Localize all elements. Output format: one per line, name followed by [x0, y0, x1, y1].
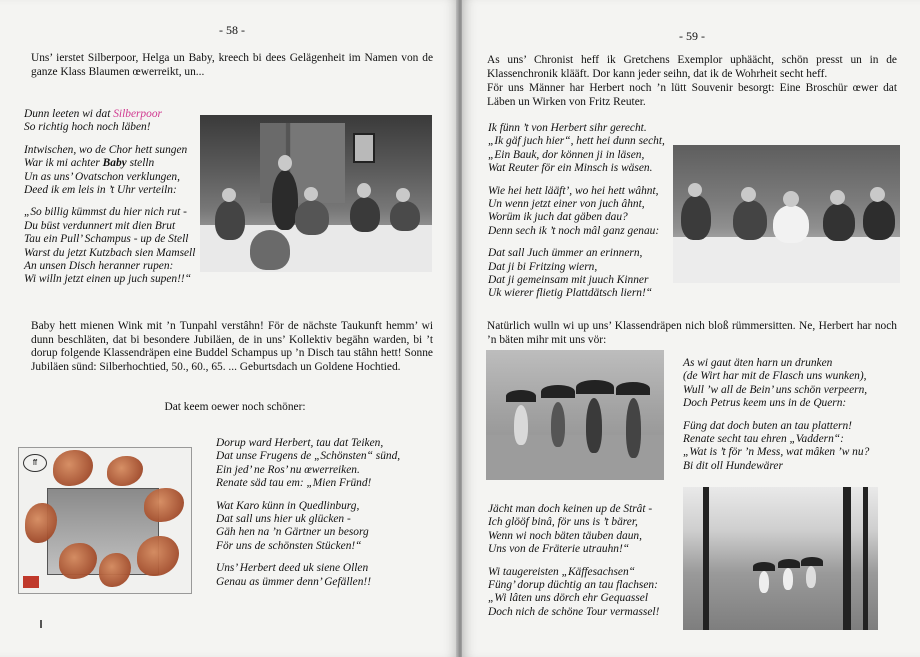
stanza — [216, 500, 436, 554]
verse-line: Deed ik em leis in ’t Uhr verteiln: — [24, 184, 177, 197]
verse-line: As wi gaut äten harn un drunken — [683, 357, 833, 369]
rain-walk-photo — [486, 350, 664, 480]
verse-line: Wi willn jetzt einen up juch supen!!“ — [24, 273, 192, 286]
verse-line: Du büst verdunnert mit dien Brut — [24, 219, 176, 232]
verse-line: Doch Petrus keem uns in de Quern: — [683, 397, 847, 410]
stanza — [24, 206, 200, 286]
verse-line: Dat sall Juch ümmer an erinnern, — [488, 247, 643, 260]
roses-collage-photo — [18, 447, 192, 594]
stanza — [683, 420, 903, 474]
verse-line: Renate säd tau em: „Mien Fründ! — [216, 477, 372, 490]
verse-line: Ein jed’ ne Ros’ nu œwerreiken. — [216, 463, 360, 476]
verse-line: „Wat is ’t för ’n Mess, wat mâken ’w nu? — [683, 446, 870, 459]
verse-line: Dat ji bi Fritzing wiern, — [488, 260, 598, 273]
stanza — [24, 144, 200, 198]
poem-left-2 — [216, 437, 436, 598]
head — [741, 187, 756, 202]
verse-line: Intwischen, wo de Chor hett sungen — [24, 143, 188, 156]
head — [830, 190, 845, 205]
guest — [295, 200, 329, 235]
umbrella — [778, 559, 800, 568]
poem-left-1 — [24, 108, 200, 296]
verse-line: Warst du jetzt Kutzbach sien Mamsell — [24, 246, 196, 259]
rose-petal — [144, 488, 184, 522]
photo-tag: ff — [23, 454, 47, 472]
verse-line: (de Wirt har mit de Flasch uns wunken), — [683, 370, 867, 383]
umbrella — [753, 562, 775, 571]
umbrella — [541, 385, 575, 398]
intro-paragraph: Uns’ ierstet Silberpoor, Helga un Baby, kreech bi dees Gelägenheit im Namen von de ganze Klass Blaumen œwerreikt, un... — [31, 52, 433, 78]
guest — [390, 201, 420, 231]
head — [222, 188, 236, 202]
guest — [823, 203, 855, 241]
guest — [350, 197, 380, 232]
verse-text: War ik mi achter — [24, 157, 103, 170]
stanza — [24, 108, 200, 135]
verse-text: Dunn leeten wi dat — [24, 108, 114, 120]
dinner-party-photo — [200, 115, 432, 272]
stanza — [488, 566, 678, 620]
guest — [681, 195, 711, 240]
walker — [551, 402, 565, 447]
verse-line: Dat unse Frugens de „Schönsten“ sünd, — [216, 450, 401, 463]
red-label — [23, 576, 39, 588]
stanza — [488, 247, 678, 301]
walker — [783, 568, 793, 590]
wall-picture — [353, 133, 375, 163]
verse-line: Jächt man doch keinen up de Strât - — [488, 503, 653, 515]
umbrella — [801, 557, 823, 566]
guest-front — [250, 230, 290, 270]
tree — [843, 487, 851, 630]
umbrella — [576, 380, 614, 394]
verse-line: Uk wierer flietig Plattdätsch liern!“ — [488, 287, 653, 300]
walker — [759, 571, 769, 593]
rose-petal — [53, 450, 93, 486]
verse-line: Renate secht tau ehren „Vaddern“: — [683, 433, 844, 446]
forest-path-photo — [683, 487, 878, 630]
verse-line: Worüm ik juch dat gäben dau? — [488, 211, 628, 224]
verse-line: „Wi lâten uns dörch ehr Gequassel — [488, 592, 648, 605]
baby-bold: Baby — [102, 157, 127, 170]
verse-line: För uns de schönsten Stücken!“ — [216, 539, 362, 552]
verse-line: „Ein Bauk, dor können ji in läsen, — [488, 148, 645, 161]
head — [396, 188, 410, 202]
head — [783, 191, 799, 207]
page-mark — [40, 620, 42, 628]
tree — [863, 487, 868, 630]
verse-line: Wie hei hett lääft’, wo hei hett wâhnt, — [488, 184, 659, 197]
rose-petal — [99, 553, 131, 587]
centered-line: Dat keem oewer noch schöner: — [164, 401, 306, 413]
rose-petal — [137, 536, 179, 576]
page-number: - 58 - — [219, 23, 245, 37]
verse-line: Wi taugereisten „Käffesachsen“ — [488, 565, 636, 578]
verse-line — [24, 157, 200, 170]
verse-line — [24, 108, 200, 121]
verse-line: Dorup ward Herbert, tau dat Teiken, — [216, 437, 384, 449]
head — [357, 183, 371, 198]
tree — [703, 487, 709, 630]
verse-line: Füng dat doch buten an tau plattern! — [683, 419, 852, 432]
verse-line: Un wenn jetzt einer von juch âhnt, — [488, 198, 645, 211]
verse-line: Ik fünn ’t von Herbert sihr gerecht. — [488, 122, 647, 134]
verse-line: Dat sall uns hier uk glücken - — [216, 513, 351, 526]
verse-text: stelln — [126, 157, 155, 170]
verse-line: So richtig hoch noch läben! — [24, 121, 151, 134]
stanza — [488, 122, 678, 176]
umbrella — [506, 390, 536, 402]
walker — [586, 398, 602, 453]
verse-line: Wat Karo künn in Quedlinburg, — [216, 499, 360, 512]
walker — [626, 398, 641, 458]
chronicle-paragraph: As uns’ Chronist heff ik Gretchens Exemplor uphäächt, schön presst un in de Klassenchronik klääft. Dor kann jeder seihn, dat ik de Wohrheit secht heff. — [487, 54, 897, 80]
outing-paragraph: Natürlich wulln wi up uns’ Klassendräpen nich bloß rümmersitten. Ne, Herbert har noch ’n bäten mihr mit uns vör: — [487, 320, 897, 346]
poem-right-3 — [488, 503, 678, 628]
umbrella — [616, 382, 650, 395]
verse-line: Füng’ dorup düchtig an tau flachsen: — [488, 579, 658, 592]
page-number: - 59 - — [679, 29, 705, 43]
poem-right-2 — [683, 357, 903, 482]
verse-line: An unsen Disch heranner rupen: — [24, 260, 174, 273]
left-page — [0, 0, 458, 657]
guest — [863, 200, 895, 240]
head — [870, 187, 885, 202]
guest — [215, 200, 245, 240]
verse-line: Wull ’w all de Bein’ uns schön verpeern, — [683, 383, 868, 396]
verse-line: „So billig kümmst du hier nich rut - — [24, 206, 187, 219]
rose-petal — [107, 456, 143, 486]
walker — [514, 405, 528, 445]
verse-line: Uns von de Fräterie utrauhn!“ — [488, 543, 630, 556]
stanza — [488, 503, 678, 557]
verse-line: Tau ein Pull’ Schampus - up de Stell — [24, 233, 189, 246]
head — [278, 155, 292, 171]
stanza — [216, 437, 436, 491]
verse-line: Genau as ümmer denn’ Gefällen!! — [216, 575, 372, 588]
head — [304, 187, 318, 201]
silberpoor-highlight: Silberpoor — [113, 108, 162, 120]
souvenir-paragraph: För uns Männer har Herbert noch ’n lütt Souvenir besorgt: Eine Broschür œwer dat Läben un Wirken von Fritz Reuter. — [487, 82, 897, 108]
verse-line: „Ik gäf juch hier“, hett hei dunn secht, — [488, 135, 665, 148]
verse-line: Gäh hen na ’n Gärtner un besorg — [216, 526, 369, 539]
stanza — [488, 185, 678, 239]
restaurant-table-photo — [673, 145, 900, 283]
walker — [806, 566, 816, 588]
verse-line: Wenn wi noch bäten täuben daun, — [488, 529, 642, 542]
table-cloth — [673, 237, 900, 283]
stanza — [683, 357, 903, 411]
jubilee-paragraph: Baby hett mienen Wink mit ’n Tunpahl verstâhn! För de nächste Taukunft hemm’ wi dunn beschläten, dat bi besondere Jubiläen, de in uns’ Kollektiv begähn warden, bi ’t dorup folgende Klassendräpen eine Buddel Schampus up ’n Disch tau stâhn hett! Sonne Jubiläen sünd: Silberhochtied, 50., 60., 65. ... Geburtsdach un Goldene Hochtied. — [31, 320, 433, 373]
head — [688, 183, 702, 197]
verse-line: Ich glööf binâ, för uns is ’t bärer, — [488, 516, 638, 529]
verse-line: Uns’ Herbert deed uk siene Ollen — [216, 562, 369, 575]
verse-line: Denn sech ik ’t noch mâl ganz genau: — [488, 224, 660, 237]
guest — [733, 200, 767, 240]
poem-right-1 — [488, 122, 678, 310]
verse-line: Wat Reuter för ein Minsch is wäsen. — [488, 162, 653, 175]
verse-line: Bi dit oll Hundewärer — [683, 459, 783, 472]
verse-line: Dat ji gemeinsam mit juuch Kinner — [488, 274, 649, 287]
stanza — [216, 562, 436, 589]
verse-line: Doch nich de schöne Tour vermassel! — [488, 605, 660, 618]
guest — [773, 205, 809, 243]
verse-line: Un as uns’ Ovatschon verklungen, — [24, 170, 180, 183]
